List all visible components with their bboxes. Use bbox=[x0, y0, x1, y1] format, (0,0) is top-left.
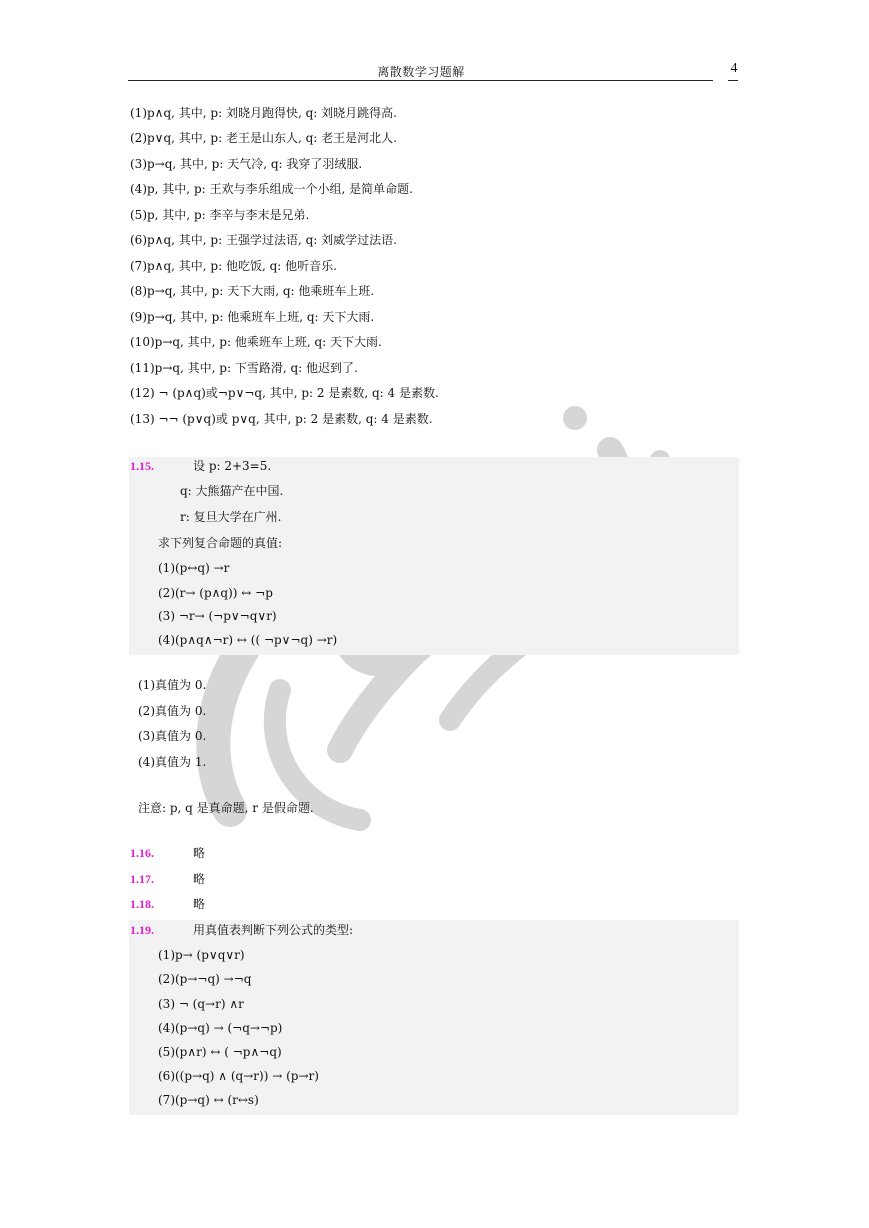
problem-number-1-16: 1.16. bbox=[130, 846, 154, 860]
problem-number-1-18: 1.18. bbox=[130, 897, 154, 911]
translation-line-5: (5)p, 其中, p: 李辛与李末是兄弟. bbox=[130, 208, 310, 222]
problem-1-15-prompt: 求下列复合命题的真值: bbox=[158, 536, 283, 550]
translation-line-12: (12) ¬ (p∧q)或¬p∨¬q, 其中, p: 2 是素数, q: 4 是素数. bbox=[130, 386, 439, 400]
problem-1-15-formula-3: (3) ¬r→ (¬p∨¬q∨r) bbox=[158, 609, 277, 623]
answer-line-4: (4)真值为 1. bbox=[138, 755, 207, 769]
translation-line-11: (11)p→q, 其中, p: 下雪路滑, q: 他迟到了. bbox=[130, 361, 358, 375]
problem-1-15-given-r: r: 复旦大学在广州. bbox=[180, 510, 282, 524]
problem-1-15-formula-2: (2)(r→ (p∧q)) ↔ ¬p bbox=[158, 586, 273, 600]
problem-1-19-prompt: 用真值表判断下列公式的类型: bbox=[193, 923, 354, 937]
header-rule bbox=[128, 80, 713, 81]
translation-line-4: (4)p, 其中, p: 王欢与李乐组成一个小组, 是简单命题. bbox=[130, 182, 413, 196]
translation-line-2: (2)p∨q, 其中, p: 老王是山东人, q: 老王是河北人. bbox=[130, 131, 397, 145]
translation-line-7: (7)p∧q, 其中, p: 他吃饭, q: 他听音乐. bbox=[130, 259, 337, 273]
translation-line-10: (10)p→q, 其中, p: 他乘班车上班, q: 天下大雨. bbox=[130, 335, 382, 349]
problem-1-16-text: 略 bbox=[193, 846, 206, 860]
translation-line-13: (13) ¬¬ (p∨q)或 p∨q, 其中, p: 2 是素数, q: 4 是素数. bbox=[130, 412, 433, 426]
problem-1-19-formula-7: (7)(p→q) ↔ (r↔s) bbox=[158, 1093, 259, 1107]
problem-1-15-formula-4: (4)(p∧q∧¬r) ↔ (( ¬p∨¬q) →r) bbox=[158, 633, 338, 647]
problem-1-19-formula-4: (4)(p→q) → (¬q→¬p) bbox=[158, 1021, 283, 1035]
translation-line-9: (9)p→q, 其中, p: 他乘班车上班, q: 天下大雨. bbox=[130, 310, 375, 324]
translation-line-6: (6)p∧q, 其中, p: 王强学过法语, q: 刘威学过法语. bbox=[130, 233, 397, 247]
translation-line-3: (3)p→q, 其中, p: 天气冷, q: 我穿了羽绒服. bbox=[130, 157, 363, 171]
problem-1-19-formula-2: (2)(p→¬q) →¬q bbox=[158, 972, 252, 986]
problem-1-18-text: 略 bbox=[193, 897, 206, 911]
answer-line-2: (2)真值为 0. bbox=[138, 704, 207, 718]
problem-1-15-given-q: q: 大熊猫产在中国. bbox=[180, 484, 284, 498]
problem-number-1-17: 1.17. bbox=[130, 872, 154, 886]
problem-1-17-text: 略 bbox=[193, 872, 206, 886]
page-number-underline bbox=[728, 80, 738, 81]
answer-line-1: (1)真值为 0. bbox=[138, 678, 207, 692]
problem-1-19-formula-3: (3) ¬ (q→r) ∧r bbox=[158, 997, 244, 1011]
answer-note: 注意: p, q 是真命题, r 是假命题. bbox=[138, 801, 314, 815]
problem-1-19-formula-5: (5)(p∧r) ↔ ( ¬p∧¬q) bbox=[158, 1045, 282, 1059]
problem-1-19-formula-1: (1)p→ (p∨q∨r) bbox=[158, 948, 245, 962]
problem-1-15-given-p: 设 p: 2+3=5. bbox=[193, 459, 272, 473]
watermark-dot bbox=[563, 406, 587, 430]
problem-number-1-19: 1.19. bbox=[130, 923, 154, 937]
page-number: 4 bbox=[730, 61, 738, 76]
running-header-title: 离散数学习题解 bbox=[377, 65, 465, 79]
problem-number-1-15: 1.15. bbox=[130, 459, 154, 473]
problem-1-15-formula-1: (1)(p↔q) →r bbox=[158, 561, 230, 575]
answer-line-3: (3)真值为 0. bbox=[138, 729, 207, 743]
problem-1-19-formula-6: (6)((p→q) ∧ (q→r)) → (p→r) bbox=[158, 1069, 319, 1083]
translation-line-8: (8)p→q, 其中, p: 天下大雨, q: 他乘班车上班. bbox=[130, 284, 375, 298]
translation-line-1: (1)p∧q, 其中, p: 刘晓月跑得快, q: 刘晓月跳得高. bbox=[130, 106, 397, 120]
